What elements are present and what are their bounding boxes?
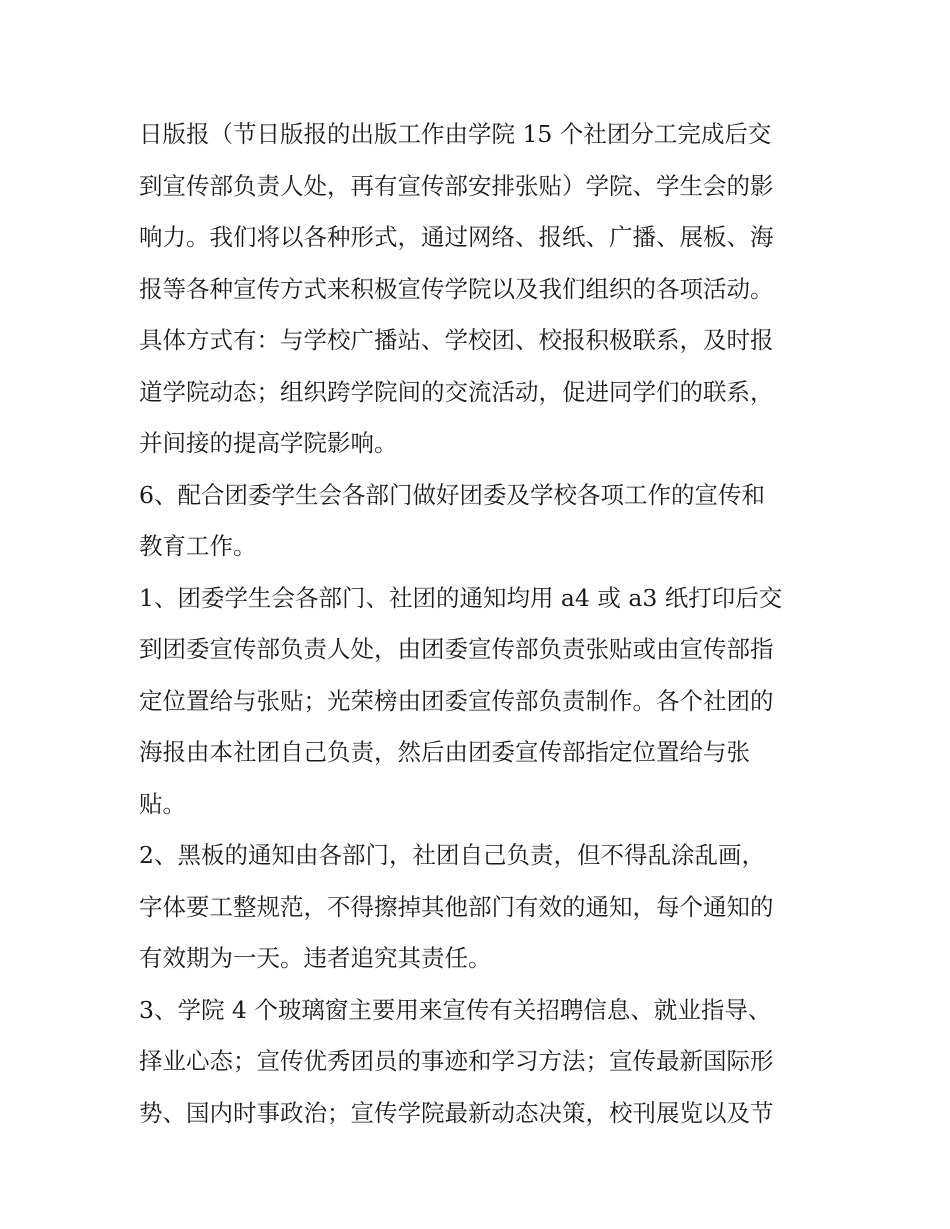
text-line: 并间接的提高学院影响。 (139, 429, 398, 457)
text-line: 报等各种宣传方式来积极宣传学院以及我们组织的各项活动。 (139, 274, 774, 303)
text-line: 日版报（节日版报的出版工作由学院 15 个社团分工完成后交 (139, 120, 772, 148)
text-line: 2、黑板的通知由各部门，社团自己负责，但不得乱涂乱画， (139, 841, 765, 869)
text-line: 有效期为一天。违者追究其责任。 (139, 944, 492, 972)
text-line: 字体要工整规范，不得擦掉其他部门有效的通知，每个通知的 (139, 892, 774, 921)
text-line: 3、学院 4 个玻璃窗主要用来宣传有关招聘信息、就业指导、 (139, 995, 772, 1024)
text-line: 1、团委学生会各部门、社团的通知均用 a4 或 a3 纸打印后交 (139, 583, 783, 612)
text-line: 择业心态；宣传优秀团员的事迹和学习方法；宣传最新国际形 (139, 1047, 774, 1075)
text-line: 定位置给与张贴；光荣榜由团委宣传部负责制作。各个社团的 (139, 686, 774, 715)
text-line: 具体方式有：与学校广播站、学校团、校报积极联系，及时报 (139, 326, 774, 354)
text-line: 到团委宣传部负责人处，由团委宣传部负责张贴或由宣传部指 (139, 635, 774, 663)
text-line: 贴。 (139, 789, 186, 818)
text-line: 到宣传部负责人处，再有宣传部安排张贴）学院、学生会的影 (139, 171, 774, 200)
text-line: 势、国内时事政治；宣传学院最新动态决策，校刊展览以及节 (139, 1098, 774, 1127)
text-line: 6、配合团委学生会各部门做好团委及学校各项工作的宣传和 (139, 480, 765, 509)
text-line: 道学院动态；组织跨学院间的交流活动，促进同学们的联系， (139, 377, 774, 406)
text-line: 响力。我们将以各种形式，通过网络、报纸、广播、展板、海 (139, 223, 774, 251)
text-line: 教育工作。 (139, 532, 257, 560)
body-text (139, 109, 819, 1139)
text-line: 海报由本社团自己负责，然后由团委宣传部指定位置给与张 (139, 738, 750, 766)
